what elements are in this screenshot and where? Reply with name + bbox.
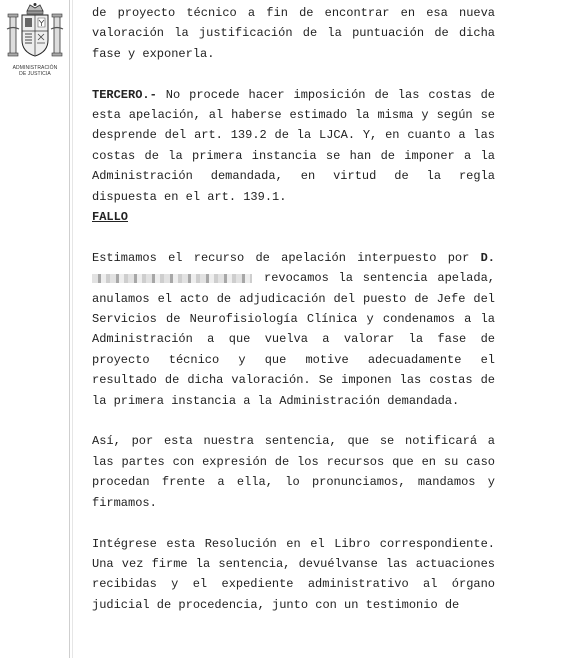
fallo-rest: revocamos la sentencia apelada, anulamos el acto de adjudicación del puesto de Jefe del Servicios de Neurofisiología Clínica y condenamos a la Administración a que vuelva a valorar la fase de proyecto técnico y que motive adecuadamente el resultado de dicha valoración. Se imponen las costas de la primera instancia a la Administración demandada.: [92, 271, 495, 408]
fallo-lead: Estimamos el recurso de apelación interpuesto por: [92, 250, 481, 265]
tercero-paragraph: [92, 85, 495, 207]
tercero-label: TERCERO.-: [92, 87, 157, 102]
margin-rule: [69, 0, 70, 658]
fallo-paragraph: [92, 248, 495, 411]
integrese-paragraph: Intégrese esta Resolución en el Libro correspondiente. Una vez firme la sentencia, devuélvanse las actuaciones recibidas y el expediente administrativo al órgano judicial de procedencia, junto con un testimonio de: [92, 536, 495, 612]
emblem-caption: [4, 65, 66, 77]
margin-rule-inner: [72, 0, 73, 658]
document-body: [92, 3, 495, 615]
coat-of-arms-logo: [4, 2, 66, 80]
asi-paragraph: Así, por esta nuestra sentencia, que se notificará a las partes con expresión de los recursos que en su caso procedan frente a ella, lo pronunciamos, mandamos y firmamos.: [92, 434, 495, 510]
fallo-name-initial: D.: [480, 250, 495, 265]
intro-paragraph: de proyecto técnico a fin de encontrar en esa nueva valoración la justificación de la puntuación de dicha fase y exponerla.: [92, 6, 495, 61]
emblem-caption-line-2: DE JUSTICIA: [19, 71, 51, 77]
emblem-caption-line-1: ADMINISTRACIÓN: [12, 65, 58, 71]
tercero-text: No procede hacer imposición de las costas de esta apelación, al haberse estimado la misma y según se desprende del art. 139.2 de la LJCA. Y, en cuanto a las costas de la primera instancia se han de imponer a la Administración demandada, en virtud de la regla dispuesta en el art. 139.1.: [92, 87, 495, 204]
redacted-name: [92, 274, 252, 283]
fallo-heading: FALLO: [92, 210, 129, 225]
coat-of-arms-icon: [6, 2, 64, 64]
